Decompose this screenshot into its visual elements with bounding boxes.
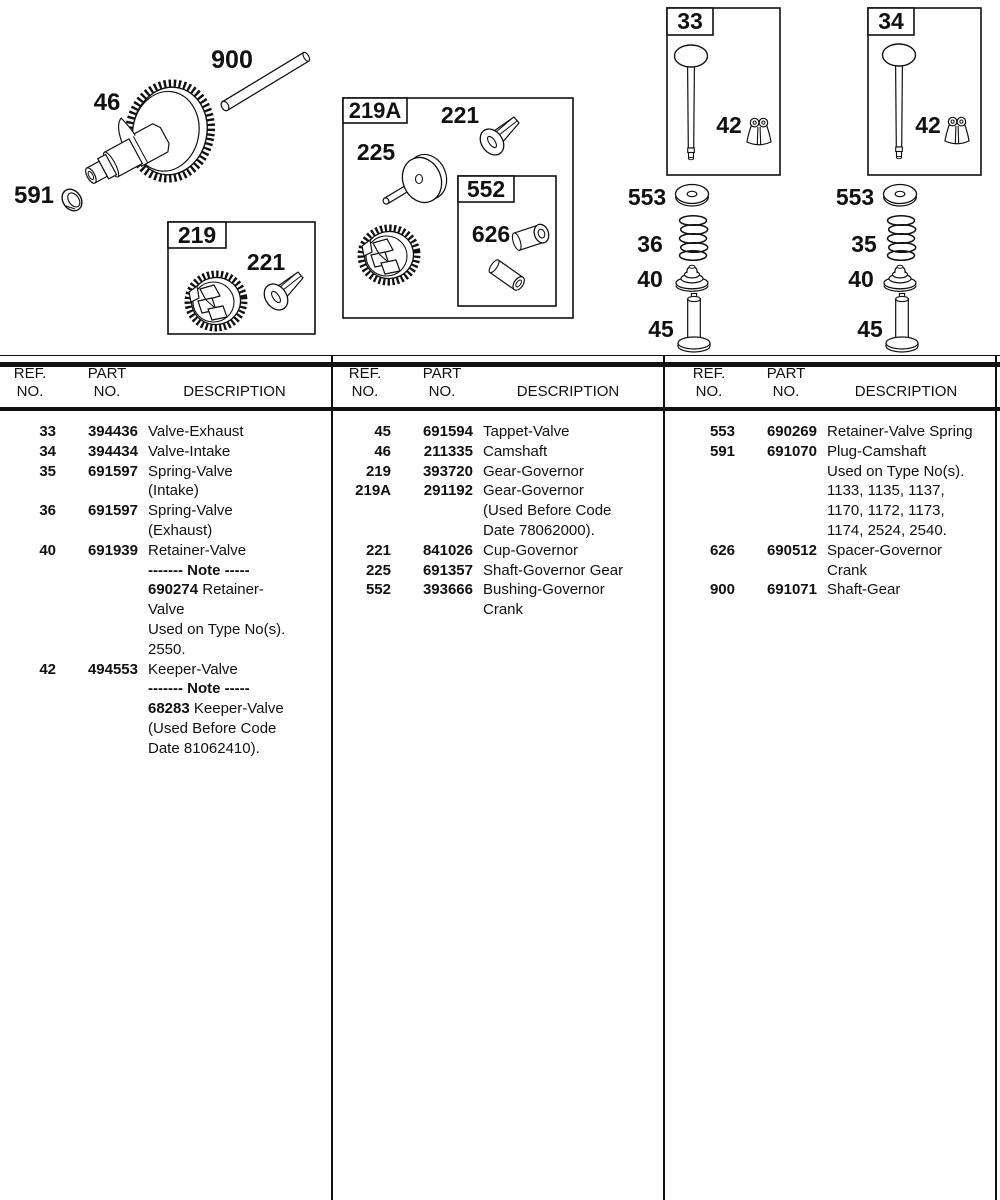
governor-gear-drawing <box>185 270 248 331</box>
spring-valve-intake-drawing <box>888 216 916 261</box>
part-no-header <box>755 365 817 401</box>
description-cell: Crank <box>483 601 524 619</box>
table-row <box>4 541 331 561</box>
description-cell: Gear-Governor <box>483 462 584 480</box>
part-no-cell: 690512 <box>766 541 817 559</box>
part-no-cell <box>755 481 817 501</box>
ref-no-cell <box>4 481 56 501</box>
ref-no-header <box>683 365 735 401</box>
description-cell: Camshaft <box>483 442 548 460</box>
ref-no-cell <box>339 521 391 541</box>
description-cell: 1174, 2524, 2540. <box>827 521 947 539</box>
table-row <box>339 501 663 521</box>
ref-no-cell <box>683 481 735 501</box>
callout-900: 900 <box>211 46 253 74</box>
ref-no-cell <box>4 719 56 739</box>
table-row <box>339 521 663 541</box>
table-body <box>335 422 663 620</box>
description-cell: Shaft-Governor Gear <box>483 561 624 579</box>
part-no-cell: 494553 <box>87 660 138 678</box>
table-row <box>339 462 663 482</box>
description-cell: Tappet-Valve <box>483 423 570 440</box>
table-header <box>667 365 995 401</box>
description-bold-text: 690274 <box>148 581 199 599</box>
description-bold-text: ------- Note ----- <box>148 561 250 579</box>
part-no-cell: 691071 <box>766 581 817 599</box>
table-row <box>4 442 331 462</box>
table-row <box>683 501 995 521</box>
ref-no-cell: 219A <box>355 482 391 500</box>
description-cell: (Exhaust) <box>148 521 213 539</box>
ref-no-cell <box>4 699 56 719</box>
ref-no-cell: 225 <box>365 561 391 579</box>
table-row <box>339 541 663 561</box>
ref-no-cell: 36 <box>39 502 56 520</box>
part-no-cell: 690269 <box>766 423 817 440</box>
table-row <box>339 600 663 620</box>
ref-no-cell: 33 <box>39 423 56 440</box>
ref-no-cell <box>4 679 56 699</box>
part-no-cell: 393666 <box>422 581 473 599</box>
table-row <box>4 640 331 660</box>
tappet-valve-drawing <box>678 294 710 353</box>
part-no-cell <box>76 561 138 581</box>
description-header <box>473 365 663 401</box>
header-text: PART <box>766 365 806 382</box>
part-no-cell: 691939 <box>87 541 138 559</box>
table-top-hairline <box>0 355 1000 356</box>
table-row <box>339 580 663 600</box>
table-row <box>4 561 331 581</box>
ref-no-cell <box>4 640 56 660</box>
callout-219a: 219A <box>348 98 402 123</box>
part-no-cell <box>76 640 138 660</box>
callout-219: 219 <box>177 222 217 248</box>
table-body <box>667 422 995 600</box>
table-row <box>683 561 995 581</box>
table-row <box>4 521 331 541</box>
description-cell: Date 78062000). <box>483 521 595 539</box>
part-no-cell <box>755 561 817 581</box>
callout-221-a: 221 <box>246 249 286 275</box>
callout-33: 33 <box>677 8 703 34</box>
parts-table <box>0 355 1000 1200</box>
callout-591: 591 <box>13 182 55 209</box>
part-no-cell <box>76 739 138 759</box>
part-no-cell <box>411 501 473 521</box>
ref-no-cell <box>683 521 735 541</box>
callout-46: 46 <box>93 89 121 116</box>
header-text: NO. <box>351 383 379 400</box>
header-text: NO. <box>695 383 723 400</box>
description-cell: Bushing-Governor <box>483 581 605 599</box>
tappet-valve-drawing <box>886 294 918 353</box>
part-no-cell <box>76 679 138 699</box>
ref-no-cell: 553 <box>709 423 735 440</box>
table-row <box>339 422 663 442</box>
description-cell: Used on Type No(s). <box>827 462 965 480</box>
callout-35: 35 <box>851 231 877 257</box>
ref-no-cell <box>339 600 391 620</box>
retainer-valve-drawing <box>676 265 708 291</box>
part-no-cell: 691597 <box>87 462 138 480</box>
part-no-cell: 211335 <box>423 442 473 460</box>
ref-no-cell <box>683 561 735 581</box>
ref-no-cell: 591 <box>709 442 735 460</box>
table-row <box>683 580 995 600</box>
ref-no-cell <box>4 600 56 620</box>
ref-no-cell: 40 <box>39 541 56 559</box>
description-cell: (Intake) <box>148 482 199 500</box>
part-no-cell <box>76 521 138 541</box>
description-cell: 690274 Retainer- <box>148 581 264 599</box>
table-header-rule <box>0 407 1000 411</box>
description-cell: (Used Before Code <box>148 719 277 737</box>
ref-no-cell: 626 <box>709 541 735 559</box>
keeper-valve-drawing <box>747 118 771 145</box>
table-row <box>4 719 331 739</box>
description-cell: Retainer-Valve Spring <box>827 423 973 440</box>
part-no-cell <box>411 600 473 620</box>
retainer-valve-spring-drawing <box>884 185 917 207</box>
header-text: NO. <box>16 383 44 400</box>
table-row <box>683 541 995 561</box>
table-row <box>4 620 331 640</box>
callout-42-left: 42 <box>716 112 742 138</box>
ref-no-cell <box>339 501 391 521</box>
header-text: DESCRIPTION <box>183 383 286 400</box>
table-header <box>0 365 331 401</box>
ref-no-cell: 35 <box>39 462 56 480</box>
table-row <box>339 442 663 462</box>
part-no-header <box>411 365 473 401</box>
spacer-governor-drawing <box>510 222 551 251</box>
callout-553-right: 553 <box>835 184 875 210</box>
table-row <box>4 699 331 719</box>
header-text: PART <box>87 365 127 382</box>
description-cell: Spacer-Governor <box>827 541 943 559</box>
description-cell: Keeper-Valve <box>148 660 238 678</box>
retainer-valve-spring-drawing <box>676 185 709 207</box>
callout-34: 34 <box>878 8 904 34</box>
ref-no-header <box>4 365 56 401</box>
part-no-cell: 691070 <box>766 442 817 460</box>
ref-no-cell <box>4 580 56 600</box>
ref-no-cell: 34 <box>39 442 56 460</box>
description-cell: 1133, 1135, 1137, <box>827 482 945 500</box>
table-row <box>4 660 331 680</box>
cup-governor-drawing <box>259 272 303 314</box>
part-no-cell: 291192 <box>423 482 473 500</box>
callout-45-left: 45 <box>648 316 674 342</box>
retainer-valve-drawing <box>884 265 916 291</box>
callout-552: 552 <box>466 176 506 202</box>
table-row <box>339 481 663 501</box>
keeper-valve-drawing <box>945 117 969 144</box>
description-cell <box>148 561 331 581</box>
description-bold-text: 68283 <box>148 700 190 718</box>
plug-camshaft-drawing <box>58 185 86 214</box>
column-divider <box>663 355 665 1200</box>
description-cell: Used on Type No(s). <box>148 620 286 638</box>
callout-626: 626 <box>471 221 511 247</box>
description-cell: Valve-Exhaust <box>148 423 244 440</box>
table-header <box>335 365 663 401</box>
ref-no-cell <box>4 739 56 759</box>
part-no-cell <box>76 481 138 501</box>
callout-40-right: 40 <box>848 266 874 292</box>
description-cell: (Used Before Code <box>483 502 612 520</box>
part-no-cell: 394436 <box>87 423 138 440</box>
description-bold-text: ------- Note ----- <box>148 680 250 698</box>
part-no-cell <box>755 521 817 541</box>
header-text: DESCRIPTION <box>516 383 620 400</box>
cup-governor-drawing <box>475 117 519 159</box>
table-body <box>0 422 331 759</box>
description-cell: 2550. <box>148 640 186 658</box>
description-cell: Spring-Valve <box>148 462 233 480</box>
table-row <box>4 600 331 620</box>
header-text: REF. <box>692 365 726 382</box>
part-no-cell: 393720 <box>422 462 473 480</box>
description-cell: Plug-Camshaft <box>827 442 927 460</box>
table-row <box>4 481 331 501</box>
part-no-header <box>76 365 138 401</box>
callout-221-b: 221 <box>440 102 480 128</box>
description-cell: Valve <box>148 601 185 619</box>
part-no-cell <box>76 699 138 719</box>
callout-36: 36 <box>637 231 663 257</box>
description-cell: Gear-Governor <box>483 482 584 500</box>
table-row <box>683 442 995 462</box>
ref-no-cell <box>4 620 56 640</box>
valve-exhaust-drawing <box>675 45 708 160</box>
ref-no-cell: 221 <box>365 541 391 559</box>
header-text: REF. <box>13 365 47 382</box>
valve-intake-drawing <box>883 44 916 159</box>
description-cell: 1170, 1172, 1173, <box>827 502 945 520</box>
ref-no-cell <box>683 501 735 521</box>
header-text: NO. <box>428 383 456 400</box>
table-row <box>683 521 995 541</box>
description-cell: 68283 Keeper-Valve <box>148 700 284 718</box>
governor-gear-drawing <box>358 224 421 285</box>
description-cell: Cup-Governor <box>483 541 579 559</box>
ref-no-cell: 46 <box>374 442 391 460</box>
callout-40-left: 40 <box>637 266 663 292</box>
part-no-cell <box>76 580 138 600</box>
header-text: NO. <box>772 383 800 400</box>
description-cell: Date 81062410). <box>148 739 260 757</box>
ref-no-cell <box>4 521 56 541</box>
description-cell: Crank <box>827 561 868 579</box>
callout-45-right: 45 <box>857 316 883 342</box>
ref-no-cell: 219 <box>365 462 391 480</box>
table-row <box>683 422 995 442</box>
part-no-cell: 691357 <box>422 561 473 579</box>
table-row <box>339 561 663 581</box>
ref-no-cell: 45 <box>374 423 391 440</box>
ref-no-cell: 552 <box>365 581 391 599</box>
callout-225: 225 <box>356 139 396 165</box>
header-text: DESCRIPTION <box>854 383 958 400</box>
table-right-rule <box>995 355 997 1200</box>
table-row <box>4 462 331 482</box>
description-cell: Shaft-Gear <box>827 581 901 599</box>
table-row <box>4 501 331 521</box>
ref-no-cell: 42 <box>39 660 56 678</box>
part-no-cell <box>755 501 817 521</box>
ref-no-header <box>339 365 391 401</box>
description-header <box>817 365 995 401</box>
header-text: REF. <box>348 365 382 382</box>
part-no-cell: 691594 <box>422 423 473 440</box>
part-no-cell <box>411 521 473 541</box>
ref-no-cell: 900 <box>709 581 735 599</box>
ref-no-cell <box>683 462 735 482</box>
parts-diagram <box>0 0 1000 356</box>
callout-553-left: 553 <box>627 184 667 210</box>
part-no-cell: 691597 <box>87 502 138 520</box>
part-no-cell: 394434 <box>87 442 138 460</box>
camshaft-drawing <box>70 77 218 192</box>
table-row <box>683 462 995 482</box>
table-row <box>4 679 331 699</box>
ref-no-cell <box>4 561 56 581</box>
spring-valve-exhaust-drawing <box>680 216 708 261</box>
description-cell <box>148 679 331 699</box>
table-row <box>4 422 331 442</box>
part-no-cell <box>76 719 138 739</box>
table-row <box>4 739 331 759</box>
part-no-cell: 841026 <box>422 541 473 559</box>
column-divider <box>331 355 333 1200</box>
description-cell: Spring-Valve <box>148 502 233 520</box>
header-text: NO. <box>93 383 121 400</box>
part-no-cell <box>76 620 138 640</box>
bushing-governor-drawing <box>487 258 526 292</box>
header-text: PART <box>422 365 462 382</box>
part-no-cell <box>755 462 817 482</box>
table-row <box>683 481 995 501</box>
part-no-cell <box>76 600 138 620</box>
callout-42-right: 42 <box>915 112 941 138</box>
description-cell: Retainer-Valve <box>148 541 247 559</box>
description-cell: Valve-Intake <box>148 442 231 460</box>
table-row <box>4 580 331 600</box>
description-header <box>138 365 331 401</box>
